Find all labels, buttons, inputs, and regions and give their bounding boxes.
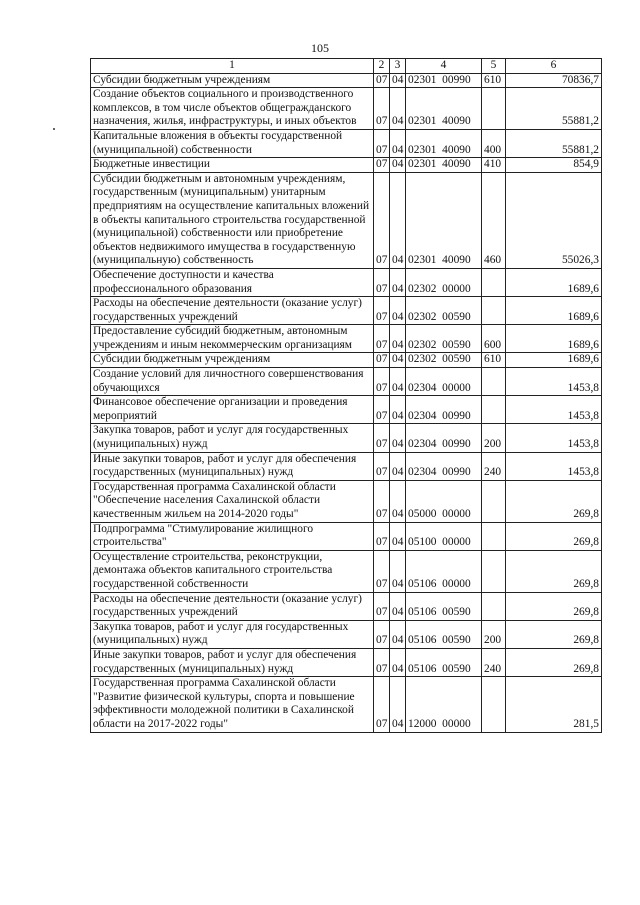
section-code-cell: 07 [374, 424, 390, 452]
section-code-cell: 07 [374, 158, 390, 173]
target-article-cell: 05000 00000 [406, 480, 482, 522]
expense-type-cell [482, 677, 506, 732]
amount-cell: 1453,8 [506, 368, 602, 396]
expense-type-cell [482, 268, 506, 296]
section-code-cell: 07 [374, 677, 390, 732]
table-row [91, 368, 602, 396]
row-name-cell: Финансовое обеспечение организации и проведения мероприятий [91, 396, 374, 424]
budget-table [90, 58, 602, 733]
target-article-cell: 12000 00000 [406, 677, 482, 732]
table-row [91, 158, 602, 173]
section-code-cell: 07 [374, 368, 390, 396]
subsection-code-cell: 04 [390, 592, 406, 620]
row-name-cell: Государственная программа Сахалинской области "Развитие физической культуры, спорта и повышение эффективности молодежной политики в Сахалинской области на 2017-2022 годы" [91, 677, 374, 732]
expense-type-cell [482, 550, 506, 592]
expense-type-cell: 410 [482, 158, 506, 173]
expense-type-cell: 200 [482, 424, 506, 452]
amount-cell: 1453,8 [506, 452, 602, 480]
row-name-cell: Капитальные вложения в объекты государственной (муниципальной) собственности [91, 129, 374, 157]
expense-type-cell: 400 [482, 129, 506, 157]
expense-type-cell [482, 592, 506, 620]
expense-type-cell [482, 297, 506, 325]
row-name-cell: Создание условий для личностного совершенствования обучающихся [91, 368, 374, 396]
table-row [91, 424, 602, 452]
subsection-code-cell: 04 [390, 368, 406, 396]
target-article-cell: 05106 00590 [406, 592, 482, 620]
row-name-cell: Обеспечение доступности и качества профессионального образования [91, 268, 374, 296]
table-row [91, 325, 602, 353]
table-row [91, 522, 602, 550]
subsection-code-cell: 04 [390, 172, 406, 268]
target-article-cell: 02304 00000 [406, 368, 482, 396]
row-name-cell: Субсидии бюджетным учреждениям [91, 73, 374, 88]
row-name-cell: Закупка товаров, работ и услуг для государственных (муниципальных) нужд [91, 424, 374, 452]
subsection-code-cell: 04 [390, 396, 406, 424]
column-header: 4 [406, 59, 482, 74]
section-code-cell: 07 [374, 353, 390, 368]
expense-type-cell: 200 [482, 620, 506, 648]
amount-cell: 1689,6 [506, 325, 602, 353]
table-row [91, 480, 602, 522]
column-header: 6 [506, 59, 602, 74]
expense-type-cell: 240 [482, 648, 506, 676]
amount-cell: 1689,6 [506, 268, 602, 296]
section-code-cell: 07 [374, 325, 390, 353]
amount-cell: 70836,7 [506, 73, 602, 88]
subsection-code-cell: 04 [390, 648, 406, 676]
section-code-cell: 07 [374, 396, 390, 424]
row-name-cell: Бюджетные инвестиции [91, 158, 374, 173]
amount-cell: 1453,8 [506, 424, 602, 452]
section-code-cell: 07 [374, 648, 390, 676]
expense-type-cell [482, 522, 506, 550]
amount-cell: 55026,3 [506, 172, 602, 268]
table-row [91, 353, 602, 368]
table-row [91, 620, 602, 648]
table-row [91, 297, 602, 325]
subsection-code-cell: 04 [390, 297, 406, 325]
amount-cell: 55881,2 [506, 88, 602, 130]
expense-type-cell [482, 368, 506, 396]
expense-type-cell [482, 480, 506, 522]
column-header: 2 [374, 59, 390, 74]
subsection-code-cell: 04 [390, 158, 406, 173]
section-code-cell: 07 [374, 452, 390, 480]
table-row [91, 172, 602, 268]
table-row [91, 268, 602, 296]
subsection-code-cell: 04 [390, 620, 406, 648]
table-row [91, 129, 602, 157]
subsection-code-cell: 04 [390, 268, 406, 296]
row-name-cell: Субсидии бюджетным и автономным учреждениям, государственным (муниципальным) унитарным предприятиям на осуществление капитальных вложений в объекты капитального строительства государственной (муниципальной) собственности или приобретение объектов недвижимого имущества в государственную (муниципальную) собственность [91, 172, 374, 268]
target-article-cell: 02304 00990 [406, 452, 482, 480]
target-article-cell: 02302 00590 [406, 297, 482, 325]
subsection-code-cell: 04 [390, 677, 406, 732]
row-name-cell: Расходы на обеспечение деятельности (оказание услуг) государственных учреждений [91, 592, 374, 620]
table-row [91, 677, 602, 732]
subsection-code-cell: 04 [390, 424, 406, 452]
subsection-code-cell: 04 [390, 550, 406, 592]
amount-cell: 854,9 [506, 158, 602, 173]
row-name-cell: Субсидии бюджетным учреждениям [91, 353, 374, 368]
subsection-code-cell: 04 [390, 353, 406, 368]
target-article-cell: 02301 40090 [406, 172, 482, 268]
target-article-cell: 02301 40090 [406, 129, 482, 157]
row-name-cell: Закупка товаров, работ и услуг для государственных (муниципальных) нужд [91, 620, 374, 648]
amount-cell: 269,8 [506, 592, 602, 620]
amount-cell: 269,8 [506, 648, 602, 676]
amount-cell: 269,8 [506, 620, 602, 648]
amount-cell: 1689,6 [506, 297, 602, 325]
section-code-cell: 07 [374, 73, 390, 88]
section-code-cell: 07 [374, 550, 390, 592]
amount-cell: 281,5 [506, 677, 602, 732]
target-article-cell: 02302 00590 [406, 325, 482, 353]
amount-cell: 1689,6 [506, 353, 602, 368]
subsection-code-cell: 04 [390, 325, 406, 353]
column-header: 5 [482, 59, 506, 74]
amount-cell: 55881,2 [506, 129, 602, 157]
target-article-cell: 02302 00590 [406, 353, 482, 368]
expense-type-cell [482, 396, 506, 424]
amount-cell: 1453,8 [506, 396, 602, 424]
row-name-cell: Иные закупки товаров, работ и услуг для обеспечения государственных (муниципальных) нужд [91, 452, 374, 480]
expense-type-cell: 610 [482, 73, 506, 88]
expense-type-cell: 240 [482, 452, 506, 480]
table-row [91, 396, 602, 424]
table-row [91, 73, 602, 88]
row-name-cell: Расходы на обеспечение деятельности (оказание услуг) государственных учреждений [91, 297, 374, 325]
table-row [91, 550, 602, 592]
expense-type-cell: 610 [482, 353, 506, 368]
target-article-cell: 02304 00990 [406, 424, 482, 452]
subsection-code-cell: 04 [390, 522, 406, 550]
row-name-cell: Предоставление субсидий бюджетным, автономным учреждениям и иным некоммерческим организациям [91, 325, 374, 353]
target-article-cell: 02301 40090 [406, 158, 482, 173]
subsection-code-cell: 04 [390, 88, 406, 130]
section-code-cell: 07 [374, 88, 390, 130]
subsection-code-cell: 04 [390, 129, 406, 157]
target-article-cell: 05106 00000 [406, 550, 482, 592]
row-name-cell: Государственная программа Сахалинской области "Обеспечение населения Сахалинской области качественным жильем на 2014-2020 годы" [91, 480, 374, 522]
amount-cell: 269,8 [506, 522, 602, 550]
target-article-cell: 05106 00590 [406, 648, 482, 676]
section-code-cell: 07 [374, 592, 390, 620]
section-code-cell: 07 [374, 129, 390, 157]
section-code-cell: 07 [374, 297, 390, 325]
row-name-cell: Осуществление строительства, реконструкции, демонтажа объектов капитального строительства государственной собственности [91, 550, 374, 592]
expense-type-cell: 600 [482, 325, 506, 353]
section-code-cell: 07 [374, 268, 390, 296]
column-header: 3 [390, 59, 406, 74]
table-row [91, 88, 602, 130]
target-article-cell: 02304 00990 [406, 396, 482, 424]
section-code-cell: 07 [374, 172, 390, 268]
section-code-cell: 07 [374, 620, 390, 648]
table-row [91, 452, 602, 480]
scan-speck [53, 128, 55, 130]
target-article-cell: 02302 00000 [406, 268, 482, 296]
row-name-cell: Подпрограмма "Стимулирование жилищного строительства" [91, 522, 374, 550]
table-row [91, 592, 602, 620]
section-code-cell: 07 [374, 480, 390, 522]
row-name-cell: Иные закупки товаров, работ и услуг для обеспечения государственных (муниципальных) нужд [91, 648, 374, 676]
expense-type-cell [482, 88, 506, 130]
subsection-code-cell: 04 [390, 480, 406, 522]
table-row [91, 648, 602, 676]
amount-cell: 269,8 [506, 480, 602, 522]
target-article-cell: 05106 00590 [406, 620, 482, 648]
amount-cell: 269,8 [506, 550, 602, 592]
column-header: 1 [91, 59, 374, 74]
header-row [91, 59, 602, 74]
section-code-cell: 07 [374, 522, 390, 550]
target-article-cell: 05100 00000 [406, 522, 482, 550]
subsection-code-cell: 04 [390, 73, 406, 88]
target-article-cell: 02301 00990 [406, 73, 482, 88]
target-article-cell: 02301 40090 [406, 88, 482, 130]
row-name-cell: Создание объектов социального и производственного комплексов, в том числе объектов общегражданского назначения, жилья, инфраструктуры, и иных объектов [91, 88, 374, 130]
subsection-code-cell: 04 [390, 452, 406, 480]
expense-type-cell: 460 [482, 172, 506, 268]
page-number: 105 [311, 41, 329, 55]
